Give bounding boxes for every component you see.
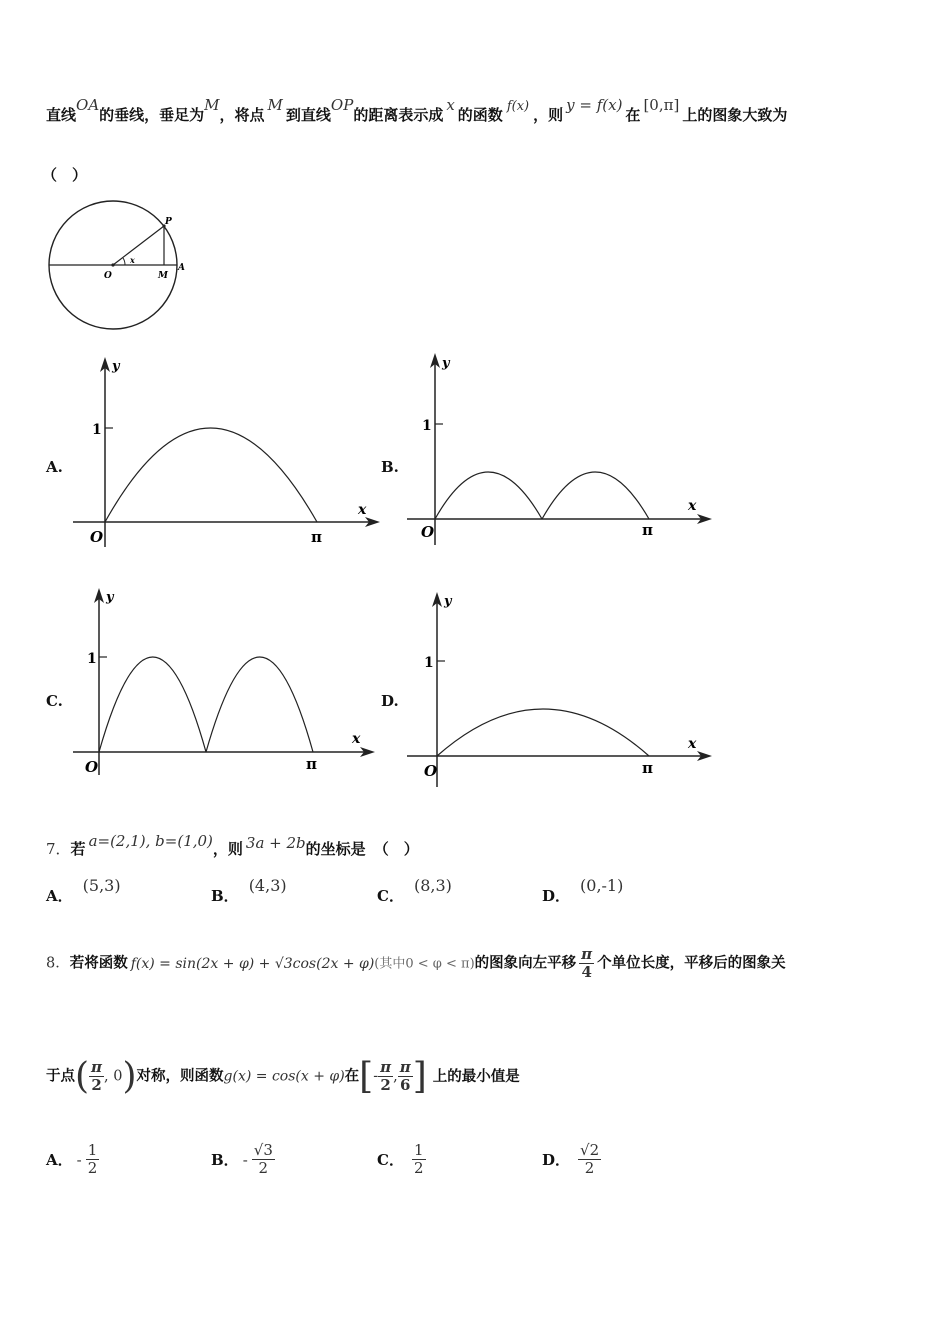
q7-option-b-value: (4,3) — [248, 876, 287, 895]
q6-text-3: ，将点 — [219, 106, 265, 124]
q7-number: 7． — [46, 840, 71, 858]
q8-interval-b-den: 6 — [399, 1076, 411, 1094]
angle-arc — [123, 258, 125, 265]
q6-math-x: x — [446, 96, 455, 114]
q8-option-a-label: A． — [46, 1151, 73, 1169]
q8-text-3: 个单位长度，平移后的图象关 — [597, 955, 786, 972]
label-y: y — [442, 356, 450, 371]
segment-op — [113, 226, 164, 265]
option-d-graph[interactable] — [402, 587, 722, 787]
q8-text-4: 于点 — [46, 1068, 75, 1085]
q7-option-d-value: (0,‑1) — [580, 876, 624, 895]
label-pi: π — [642, 521, 653, 539]
q7-option-b[interactable] — [211, 876, 287, 906]
q6-math-m1: M — [204, 96, 220, 114]
label-y: y — [112, 359, 120, 374]
option-d-label[interactable]: D. — [381, 692, 399, 710]
q6-math-op: OP — [330, 96, 354, 114]
point-o — [111, 263, 114, 266]
q7-text-1: 若 — [70, 840, 86, 858]
q8-option-d-fraction — [578, 1142, 601, 1177]
q7-option-c-value: (8,3) — [413, 876, 452, 895]
q7-option-a[interactable] — [46, 876, 121, 906]
q8-interval-b-num: π — [399, 1058, 411, 1076]
q8-math-gx: g(x) = cos(x + φ) — [223, 1068, 345, 1085]
q8-interval-b — [398, 1059, 413, 1094]
q6-text-9: 上的图象大致为 — [682, 106, 788, 124]
label-one: 1 — [422, 418, 432, 434]
label-p: P — [165, 217, 172, 227]
q7-math-sum: 3a + 2b — [245, 834, 306, 852]
q7-option-d-label: D． — [542, 887, 571, 905]
q8-option-d-label: D． — [542, 1151, 571, 1169]
q8-interval-a — [378, 1059, 393, 1094]
q8-number: 8． — [46, 955, 70, 972]
q8-option-a-den: 2 — [87, 1159, 98, 1177]
q8-option-b-label: B． — [211, 1151, 239, 1169]
q8-option-c-label: C． — [377, 1151, 404, 1169]
curve-sin — [105, 428, 317, 522]
label-a: A — [178, 263, 185, 273]
q8-option-d[interactable] — [542, 1142, 601, 1177]
q6-math-m2: M — [267, 96, 283, 114]
q8-interval-a-den: 2 — [380, 1076, 391, 1094]
q8-math-condition: (其中0 < φ < π) — [374, 956, 475, 972]
label-origin: O — [90, 528, 104, 546]
q8-interval-comma: , — [393, 1068, 398, 1085]
label-pi: π — [306, 755, 317, 773]
q6-text-5: 的距离表示成 — [353, 106, 444, 124]
q7-option-c[interactable] — [377, 876, 452, 906]
q8-point-den: 2 — [91, 1076, 102, 1094]
q7-option-d[interactable] — [542, 876, 624, 906]
option-c-label[interactable]: C. — [46, 692, 63, 710]
q8-shift-fraction — [579, 946, 594, 981]
q8-option-b-sign: ‑ — [242, 1150, 248, 1169]
q7-option-c-label: C． — [377, 887, 404, 905]
option-b-graph[interactable] — [402, 350, 722, 550]
label-origin: O — [85, 758, 99, 776]
q8-shift-den: 4 — [581, 963, 592, 981]
option-a-label[interactable]: A. — [46, 458, 63, 476]
q8-text-7: 上的最小值是 — [432, 1068, 520, 1085]
curve-hump-1 — [435, 472, 542, 519]
q7-math-vectors: a=(2,1), b=(1,0) — [88, 832, 213, 850]
q8-option-a-fraction — [86, 1142, 100, 1177]
q6-text-8: 在 — [625, 106, 641, 124]
q8-interval-close: ] — [412, 1056, 427, 1097]
curve-hump-2 — [206, 657, 313, 752]
q7-option-b-label: B． — [211, 887, 239, 905]
q8-interval-a-num: π — [380, 1058, 392, 1076]
q8-option-b-num: √3 — [253, 1141, 273, 1159]
q8-shift-num: π — [581, 945, 593, 963]
q6-math-oa: OA — [76, 96, 100, 114]
q6-text-4: 到直线 — [285, 106, 331, 124]
q6-stem-line — [46, 96, 788, 125]
label-x: x — [688, 498, 697, 514]
option-b-label[interactable]: B. — [381, 458, 399, 476]
q8-option-c-num: 1 — [413, 1141, 424, 1159]
label-pi: π — [311, 528, 322, 546]
q8-option-d-num: √2 — [580, 1141, 600, 1159]
q8-text-5: 对称，则函数 — [136, 1068, 224, 1085]
q8-option-b[interactable] — [211, 1142, 275, 1177]
q6-circle-figure — [46, 198, 196, 338]
q7-option-a-label: A． — [46, 887, 73, 905]
q7-text-2: ，则 — [212, 840, 243, 858]
q6-text-1: 直线 — [46, 106, 77, 124]
q8-option-c[interactable] — [377, 1142, 426, 1177]
q6-math-yfx: y = f(x) — [566, 96, 623, 114]
label-m: M — [158, 271, 168, 281]
q8-option-a-num: 1 — [87, 1141, 98, 1159]
q7-stem — [46, 832, 419, 859]
curve-hump-2 — [542, 472, 649, 519]
q8-interval-minus: ‑ — [373, 1068, 379, 1085]
curve-hump-1 — [99, 657, 206, 752]
q6-math-interval: [0,π] — [643, 96, 680, 114]
q8-point-rest: , 0 — [104, 1068, 123, 1085]
q8-point-fraction — [89, 1059, 104, 1094]
q8-stem-line-1 — [46, 946, 786, 981]
q7-text-3: 的坐标是 — [305, 840, 366, 858]
label-o: O — [104, 271, 112, 281]
q8-option-c-den: 2 — [413, 1159, 424, 1177]
label-x: x — [352, 731, 361, 747]
q8-text-2: 的图象向左平移 — [474, 955, 577, 972]
q8-option-a-sign: ‑ — [76, 1150, 82, 1169]
option-a-graph[interactable] — [68, 352, 388, 552]
q7-answer-paren: （ ） — [373, 840, 419, 858]
q8-stem-line-2 — [46, 1056, 520, 1097]
q6-text-2: 的垂线，垂足为 — [99, 106, 205, 124]
q6-text-7: ，则 — [533, 106, 564, 124]
q6-text-6: 的函数 — [457, 106, 503, 124]
q8-text-1: 若将函数 — [69, 955, 128, 972]
q8-text-6: 在 — [344, 1068, 360, 1085]
q8-option-a[interactable] — [46, 1142, 99, 1177]
q8-math-fx: f(x) = sin(2x + φ) + √3cos(2x + φ) — [130, 955, 375, 972]
q6-math-fx: f(x) — [506, 99, 530, 114]
label-one: 1 — [424, 655, 434, 671]
q8-point-open-paren: ( — [75, 1056, 90, 1097]
q8-option-b-den: 2 — [258, 1159, 269, 1177]
label-pi: π — [642, 759, 653, 777]
q8-option-b-fraction — [252, 1142, 275, 1177]
q8-option-d-den: 2 — [584, 1159, 595, 1177]
curve-sin-half — [437, 709, 649, 756]
label-origin: O — [424, 762, 438, 780]
q8-option-c-fraction — [412, 1142, 426, 1177]
q7-option-a-value: (5,3) — [82, 876, 121, 895]
label-origin: O — [421, 523, 435, 541]
q6-answer-paren: （ ） — [42, 166, 88, 184]
label-angle-x: x — [130, 255, 135, 265]
label-y: y — [444, 594, 452, 609]
label-one: 1 — [87, 651, 97, 667]
label-one: 1 — [92, 422, 102, 438]
q8-interval-open: [ — [359, 1056, 374, 1097]
label-y: y — [106, 590, 114, 605]
label-x: x — [688, 736, 697, 752]
q8-point-close-paren: ) — [122, 1056, 137, 1097]
q8-point-num: π — [91, 1058, 103, 1076]
label-x: x — [358, 502, 367, 518]
option-c-graph[interactable] — [68, 585, 388, 785]
